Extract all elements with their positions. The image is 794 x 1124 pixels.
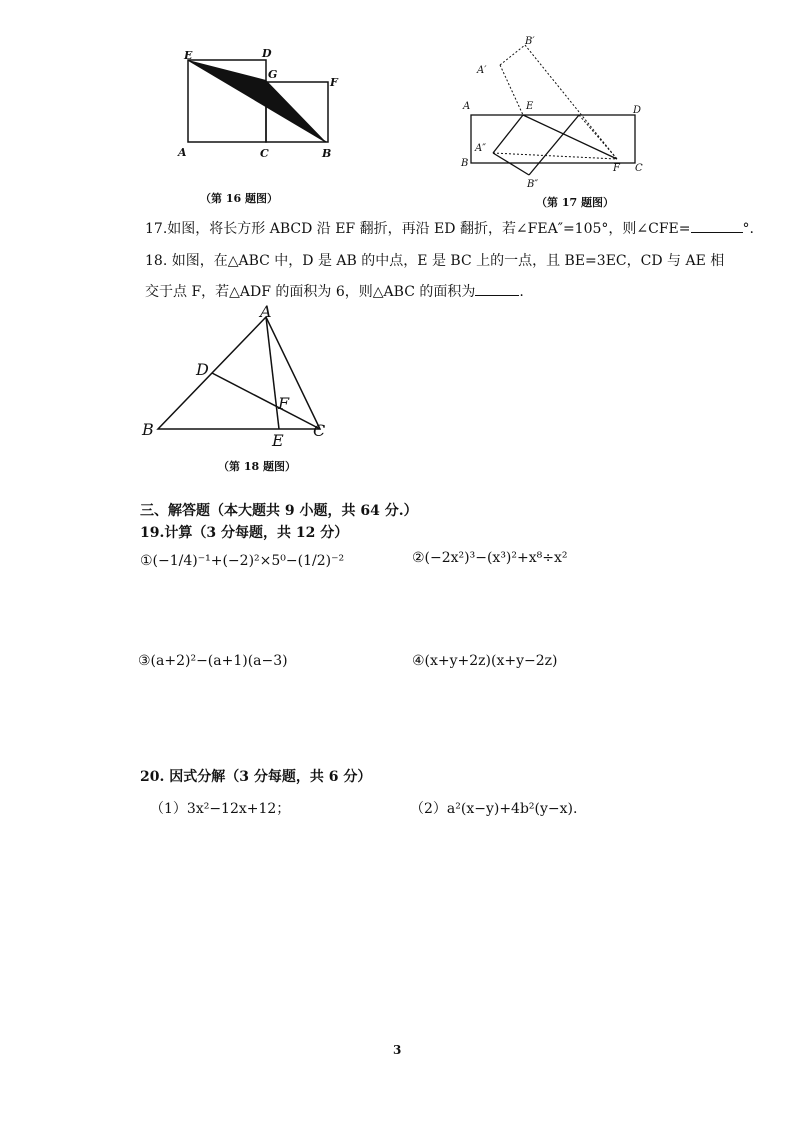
q19-part-4: ④(x+y+2z)(x+y−2z)	[412, 653, 558, 669]
label-B: B	[142, 420, 154, 439]
fig18-caption: （第 18 题图）	[218, 460, 296, 473]
label-D: D	[633, 105, 642, 116]
question-17: 17.如图，将长方形 ABCD 沿 EF 翻折，再沿 ED 翻折，若∠FEA″=105°，则∠CFE= °.	[145, 221, 754, 237]
label-D: D	[262, 47, 272, 60]
label-E: E	[184, 49, 193, 62]
triangle-abc	[158, 317, 320, 429]
label-A: A	[260, 302, 272, 321]
q19-part-2: ②(−2x²)³−(x³)²+x⁸÷x²	[412, 550, 568, 566]
label-C: C	[260, 147, 269, 160]
label-C: C	[635, 163, 643, 174]
question-18-line2: 交于点 F，若△ADF 的面积为 6，则△ABC 的面积为 .	[145, 284, 524, 300]
label-G: G	[268, 68, 278, 81]
label-E: E	[272, 431, 284, 450]
label-F: F	[330, 76, 338, 89]
segment-cd	[212, 373, 320, 429]
figure-18	[140, 302, 340, 450]
label-D: D	[196, 360, 209, 379]
label-E: E	[526, 101, 534, 112]
figure-16	[170, 42, 370, 172]
label-B: B	[322, 147, 332, 160]
label-B: B	[461, 158, 469, 169]
label-F: F	[278, 394, 290, 413]
label-A: A	[178, 146, 187, 159]
label-C: C	[313, 421, 326, 440]
question-18-line1: 18. 如图，在△ABC 中，D 是 AB 的中点，E 是 BC 上的一点，且 BE=3EC，CD 与 AE 相	[145, 253, 725, 269]
section-3-title: 三、解答题（本大题共 9 小题，共 64 分.）	[140, 503, 418, 519]
label-A: A	[463, 101, 471, 112]
answer-blank-17[interactable]	[691, 220, 743, 233]
q20-part-1: （1）3x²−12x+12；	[150, 801, 291, 817]
answer-blank-18[interactable]	[475, 283, 519, 296]
label-A-prime: A′	[477, 65, 487, 76]
q20-part-2: （2）a²(x−y)+4b²(y−x).	[410, 801, 578, 817]
label-F: F	[613, 163, 620, 174]
fig17-caption: （第 17 题图）	[536, 196, 614, 209]
label-B-prime: B′	[525, 36, 535, 47]
page-number: 3	[393, 1043, 402, 1057]
question-19-title: 19.计算（3 分每题，共 12 分）	[140, 525, 349, 541]
q19-part-1: ①(−1/4)⁻¹+(−2)²×5⁰−(1/2)⁻²	[140, 553, 345, 569]
label-A-double-prime: A″	[475, 143, 486, 154]
question-20-title: 20. 因式分解（3 分每题，共 6 分）	[140, 769, 372, 785]
q19-part-3: ③(a+2)²−(a+1)(a−3)	[138, 653, 288, 669]
fig16-caption: （第 16 题图）	[200, 192, 278, 205]
label-B-double-prime: B″	[527, 179, 539, 190]
figure-17	[455, 35, 655, 190]
